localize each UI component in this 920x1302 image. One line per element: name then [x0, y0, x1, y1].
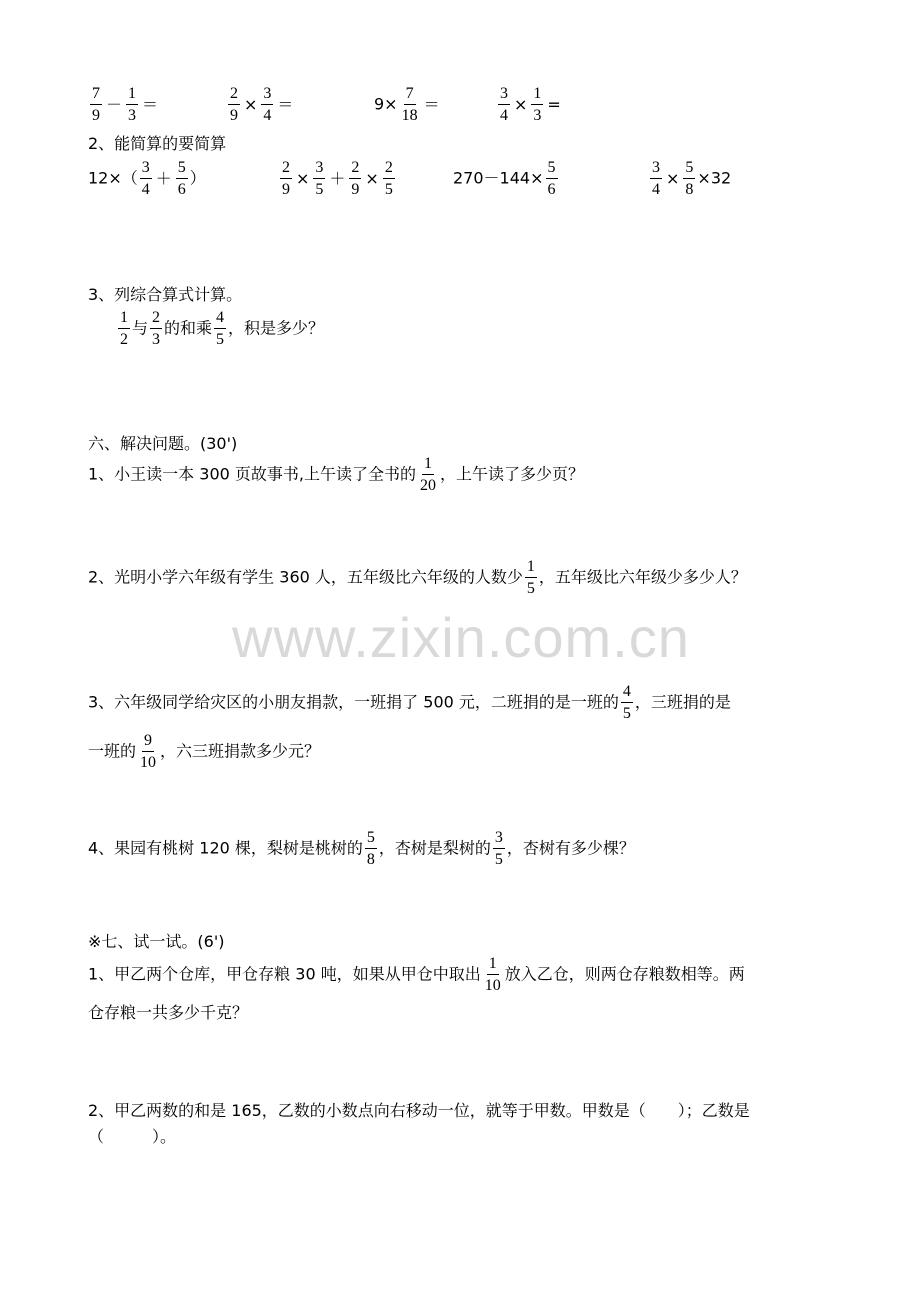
denominator: 9 [230, 107, 238, 124]
fraction [280, 160, 292, 198]
denominator: 9 [282, 181, 290, 198]
numerator: 1 [422, 456, 434, 475]
fraction [483, 956, 503, 994]
expr-suffix: ×32 [697, 168, 732, 188]
fraction [126, 86, 138, 124]
numerator: 3 [261, 86, 273, 105]
text: 4、果园有桃树 120 棵，梨树是桃树的 [88, 838, 363, 858]
denominator: 8 [366, 851, 375, 868]
denominator: 10 [484, 977, 501, 994]
numerator: 5 [365, 830, 377, 849]
equals: ＝ [142, 94, 159, 114]
numerator: 1 [525, 559, 537, 578]
trial-1-line-2: 仓存粮一共多少千克？ [88, 1003, 249, 1022]
fraction [531, 86, 543, 124]
problem-3-line-1 [88, 684, 731, 722]
denominator: 5 [315, 181, 324, 198]
denominator: 10 [140, 754, 157, 771]
numerator: 5 [683, 160, 695, 179]
numerator: 7 [404, 86, 416, 105]
calc-4 [496, 86, 563, 124]
text: 一班的 [88, 741, 137, 761]
fraction [150, 310, 162, 348]
equals: ＝ [423, 94, 440, 114]
denominator: 2 [120, 331, 128, 348]
simplify-1 [88, 160, 206, 198]
operator: × [666, 168, 680, 188]
watermark: www.zixin.com.cn [232, 606, 690, 669]
denominator: 3 [152, 331, 161, 348]
denominator: 5 [216, 331, 225, 348]
operator: － [106, 94, 123, 114]
question-2-title: 2、能简算的要简算 [88, 134, 227, 153]
text: ，上午读了多少页？ [439, 464, 584, 484]
text: 2、光明小学六年级有学生 360 人，五年级比六年级的人数少 [88, 567, 523, 587]
denominator: 8 [685, 181, 694, 198]
fraction [621, 684, 633, 722]
numerator: 3 [313, 160, 325, 179]
numerator: 1 [531, 86, 543, 105]
numerator: 3 [493, 830, 505, 849]
question-3-title: 3、列综合算式计算。 [88, 285, 243, 304]
operator: × [365, 168, 379, 188]
section-6-title: 六、解决问题。(30') [88, 434, 238, 453]
denominator: 6 [547, 181, 556, 198]
equals: ＝ [277, 94, 294, 114]
problem-2 [88, 559, 747, 597]
expr-prefix: 270－144× [453, 168, 544, 188]
fraction [349, 160, 361, 198]
text: 3、六年级同学给灾区的小朋友捐款，一班捐了 500 元，二班捐的是一班的 [88, 692, 619, 712]
numerator: 1 [126, 86, 138, 105]
numerator: 5 [546, 160, 558, 179]
text: ，杏树是梨树的 [378, 838, 491, 858]
denominator: 3 [533, 107, 542, 124]
problem-4 [88, 830, 635, 868]
numerator: 4 [621, 684, 633, 703]
text: 1、小王读一本 300 页故事书,上午读了全书的 [88, 464, 416, 484]
text: ，杏树有多少棵？ [506, 838, 635, 858]
numerator: 4 [214, 310, 226, 329]
equals: = [547, 94, 561, 114]
simplify-4 [648, 160, 731, 198]
text: ，积是多少？ [228, 318, 325, 338]
fraction [400, 86, 420, 124]
numerator: 1 [487, 956, 499, 975]
simplify-2 [278, 160, 397, 198]
fraction [214, 310, 226, 348]
denominator: 4 [652, 181, 660, 198]
denominator: 9 [351, 181, 360, 198]
operator: × [296, 168, 310, 188]
fraction [683, 160, 695, 198]
text: ，五年级比六年级少多少人？ [538, 567, 747, 587]
trial-2-line-2: （ ）。 [88, 1127, 177, 1146]
text: ，六三班捐款多少元？ [160, 741, 321, 761]
calc-1 [88, 86, 160, 124]
expr-prefix: 9× [374, 94, 398, 114]
numerator: 1 [118, 310, 130, 329]
text: 放入乙仓，则两仓存粮数相等。两 [504, 964, 745, 984]
expr-suffix: ） [189, 168, 206, 188]
text: 1、甲乙两个仓库，甲仓存粮 30 吨，如果从甲仓中取出 [88, 964, 481, 984]
fraction [140, 160, 152, 198]
fraction [365, 830, 377, 868]
fraction [138, 733, 158, 771]
denominator: 5 [494, 851, 503, 868]
denominator: 4 [263, 107, 272, 124]
denominator: 4 [500, 107, 508, 124]
fraction [176, 160, 188, 198]
fraction [261, 86, 273, 124]
denominator: 20 [419, 477, 436, 494]
text: ，三班捐的是 [634, 692, 731, 712]
operator: ＋ [155, 168, 172, 188]
question-3-body [116, 310, 324, 348]
expr-prefix: 12×（ [88, 168, 138, 188]
fraction [90, 86, 102, 124]
numerator: 9 [142, 733, 154, 752]
numerator: 3 [650, 160, 662, 179]
fraction [313, 160, 325, 198]
fraction [383, 160, 395, 198]
trial-1-line-1 [88, 956, 745, 994]
calc-2 [226, 86, 295, 124]
denominator: 3 [128, 107, 137, 124]
numerator: 2 [280, 160, 292, 179]
numerator: 3 [140, 160, 152, 179]
fraction [118, 310, 130, 348]
numerator: 2 [349, 160, 361, 179]
calc-3 [374, 86, 442, 124]
denominator: 5 [384, 181, 393, 198]
operator: × [514, 94, 528, 114]
operator: × [244, 94, 258, 114]
numerator: 7 [90, 86, 102, 105]
denominator: 18 [401, 107, 418, 124]
numerator: 3 [498, 86, 510, 105]
denominator: 4 [141, 181, 150, 198]
fraction [546, 160, 558, 198]
fraction [498, 86, 510, 124]
denominator: 5 [526, 580, 535, 597]
numerator: 2 [383, 160, 395, 179]
denominator: 5 [622, 705, 631, 722]
trial-2-line-1: 2、甲乙两数的和是 165，乙数的小数点向右移动一位，就等于甲数。甲数是（ ）；乙数是 [88, 1101, 750, 1120]
simplify-3 [453, 160, 560, 198]
fraction [418, 456, 438, 494]
problem-1 [88, 456, 584, 494]
fraction [493, 830, 505, 868]
numerator: 2 [150, 310, 162, 329]
text: 的和乘 [164, 318, 213, 338]
denominator: 6 [177, 181, 186, 198]
fraction [650, 160, 662, 198]
numerator: 2 [228, 86, 240, 105]
numerator: 5 [176, 160, 188, 179]
denominator: 9 [92, 107, 100, 124]
text: 与 [132, 318, 149, 338]
fraction [228, 86, 240, 124]
operator: ＋ [329, 168, 346, 188]
fraction [525, 559, 537, 597]
problem-3-line-2 [88, 733, 320, 771]
section-7-title: ※七、试一试。(6') [88, 932, 225, 951]
